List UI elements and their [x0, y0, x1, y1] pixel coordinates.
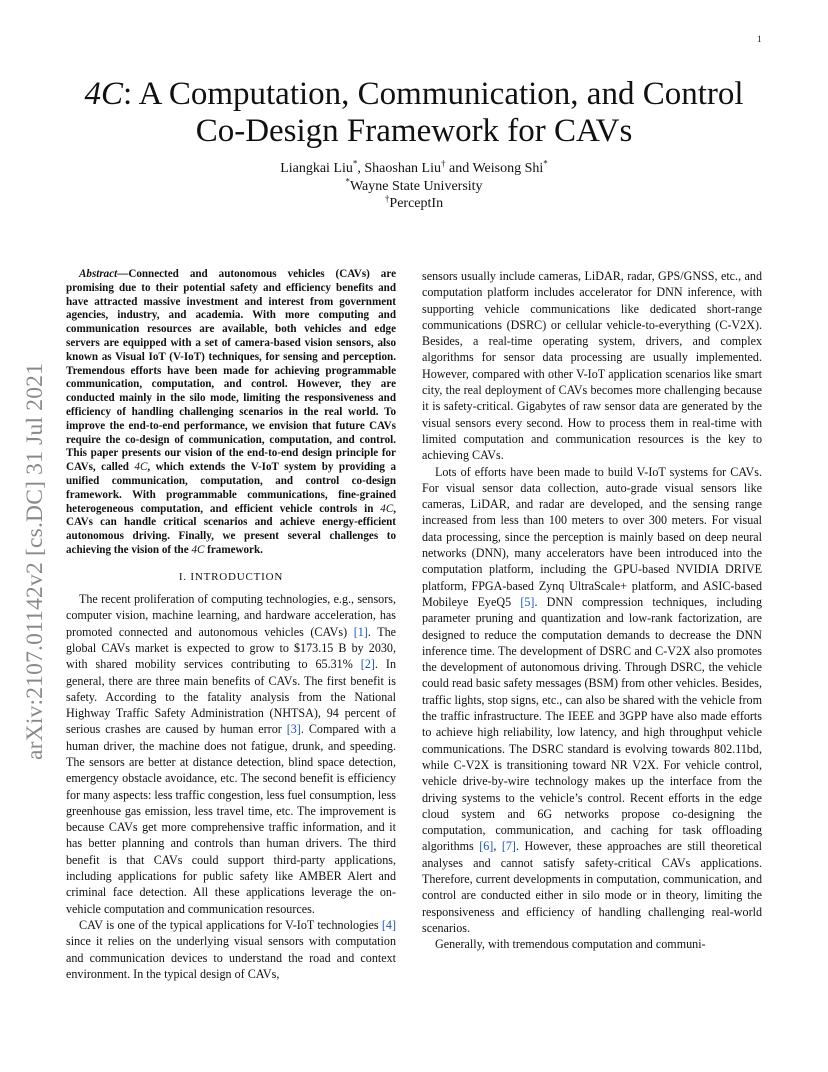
affiliation-2	[110, 195, 718, 213]
paragraph-text: . DNN compression techniques, including parameter pruning and quantization and low-rank factorization, are designed to reduce the computation demands to decrease the DNN inference time. The development of DSRC and C-V2X also promotes the development of autonomous driving. Through DSRC, the vehicle could read basic safety messages (BSM) from other vehicles. Besides, traffic lights, stop signs, etc., can also be shared with the vehicle from the traffic infrastructure. The IEEE and 3GPP have also made efforts to achieve high reliability, low latency, and high throughput vehicle communications. The DSRC standard is evolving towards 802.11bd, while C-V2X is transitioning toward NR V2X. For vehicle control, vehicle drive-by-wire technology makes up the interface from the driving systems to the vehicle’s control. Recent efforts in the edge cloud system and 6G networks propose co-designing the computation, communication, and caching for task offloading algorithms	[422, 594, 762, 854]
affiliation-mark: *	[543, 158, 548, 169]
arxiv-identifier: arXiv:2107.01142v2 [cs.DC] 31 Jul 2021	[22, 362, 48, 760]
intro-paragraph-3	[422, 464, 762, 937]
abstract-4c: 4C	[134, 461, 148, 474]
title-line-2: Co-Design Framework for CAVs	[195, 113, 633, 149]
paper-title	[60, 76, 768, 150]
abstract-text: framework.	[204, 543, 263, 556]
citation-link[interactable]: [7]	[501, 839, 516, 854]
abstract-text: , CAVs can handle critical scenarios and achieve energy-efficient autonomous driving. Finally, we present several challenges to achieving the vision of the	[66, 502, 396, 556]
affiliation-name: Wayne State University	[349, 178, 483, 194]
author-name: Weisong Shi	[472, 161, 544, 176]
affiliation-mark: †	[441, 158, 446, 169]
paragraph-text: . However, these approaches are still theoretical analyses and cannot satisfy safety-critical CAVs applications. Therefore, current developments in computation, communication, and control are conducted either in silo mode or in theory, limiting the responsiveness and efficiency of handling challenging real-world scenarios.	[422, 839, 762, 935]
paragraph-text: . In general, there are three main benefits of CAVs. The first benefit is safety. According to the fatality analysis from the National Highway Traffic Safety Administration (NHTSA), 94 percent of serious crashes are caused by human error	[66, 657, 396, 737]
paragraph-text: The recent proliferation of computing technologies, e.g., sensors, computer vision, machine learning, and hardware acceleration, has promoted connected and autonomous vehicles (CAVs)	[66, 592, 396, 639]
section-heading-introduction: I. INTRODUCTION	[178, 570, 284, 583]
affiliation-mark: *	[345, 175, 350, 186]
citation-link[interactable]: [2]	[360, 657, 375, 672]
page-number: 1	[757, 34, 762, 44]
paragraph-text: ,	[493, 839, 502, 854]
abstract-text: , which extends the V-IoT system by providing a unified communication, computation, and control co-design framework. With programmable communications, fine-grained heterogeneous computation, and efficient vehicle controls in	[66, 461, 396, 515]
right-column	[422, 268, 762, 952]
citation-link[interactable]: [1]	[353, 624, 368, 639]
abstract-label: Abstract	[79, 268, 118, 280]
title-line-1-rest: : A Computation, Communication, and Control	[122, 76, 744, 112]
paragraph-text: CAV is one of the typical applications for V-IoT technologies	[79, 917, 382, 932]
affiliation-name: PerceptIn	[389, 196, 444, 211]
paragraph-text: sensors usually include cameras, LiDAR, radar, GPS/GNSS, etc., and computation platform includes accelerator for DNN inference, with supporting vehicle communications like dedicated short-range communications (DSRC) or cellular vehicle-to-everything (C-V2X). Besides, a real-time operating system, drivers, and complex algorithms for sensor data processing are usually implemented. However, compared with other V-IoT application scenarios like smart city, the real deployment of CAVs becomes more challenging because it is safety-critical. Gigabytes of raw sensor data are generated by the visual sensors every second. How to process them in real-time with limited computation and communication resources is the key to achieving CAVs.	[422, 269, 762, 463]
author-block	[110, 160, 718, 213]
citation-link[interactable]: [3]	[286, 722, 301, 737]
abstract-text: Connected and autonomous vehicles (CAVs) are promising due to their potential safety and efficiency benefits and have attracted massive investment and interest from government agencies, industry, and academia. With more computing and communication resources are available, both vehicles and edge servers are equipped with a set of camera-based vision sensors, also known as Visual IoT (V-IoT) techniques, for sensing and perception. Tremendous efforts have been made for achieving programmable communication, computation, and control. However, they are conducted mainly in the silo mode, limiting the responsiveness and efficiency of handling challenging scenarios in the real world. To improve the end-to-end performance, we envision that future CAVs require the co-design of communication, computation, and control. This paper presents our vision of the end-to-end design principle for CAVs, called	[66, 268, 396, 474]
paragraph-text: . The global CAVs market is expected to grow to $173.15 B by 2030, with shared mobility services contributing to 65.31%	[66, 624, 397, 672]
citation-link[interactable]: [6]	[479, 839, 494, 854]
affiliation-mark: †	[384, 193, 390, 204]
author-separator: ,	[357, 161, 365, 176]
intro-paragraph-2	[66, 917, 396, 982]
abstract-4c: 4C	[380, 502, 394, 515]
paragraph-text: Lots of efforts have been made to build V-IoT systems for CAVs. For visual sensor data collection, auto-grade visual sensors like cameras, LiDAR, and radar are developed, and the sensing range increased from less than 100 meters to over 300 meters. For visual data processing, since the perception is mainly based on deep neural networks (DNN), many accelerators have been introduced into the computation platform, including the GPU-based NVIDIA DRIVE platform, FPGA-based Zynq UltraScale+ platform, and ASIC-based Mobileye EyeQ5	[422, 464, 762, 609]
title-4c: 4C	[84, 76, 123, 112]
left-column	[66, 268, 396, 982]
author-list	[110, 160, 718, 178]
paragraph-text: . Compared with a human driver, the machine does not fatigue, drunk, and speeding. The sensors are better at distance detection, blind space detection, emergency obstacle avoidance, etc. The second benefit is efficiency for many aspects: less traffic congestion, less fuel consumption, less greenhouse gas emission, less travel time, etc. The improvement is because CAVs get more comprehensive traffic information, and it has better planning and controls than human drivers. The third benefit is that CAVs could support third-party applications, including applications for public safety like AMBER Alert and criminal face detection. All these applications leverage the on-vehicle computation and communication resources.	[66, 722, 396, 916]
paragraph-text: since it relies on the underlying visual sensors with computation and communication devices to understand the road and context environment. In the typical design of CAVs,	[66, 934, 396, 981]
citation-link[interactable]: [5]	[520, 594, 535, 609]
intro-paragraph-1	[66, 591, 396, 917]
intro-paragraph-2-continued	[422, 268, 762, 464]
intro-paragraph-4: Generally, with tremendous computation and communi-	[435, 937, 706, 952]
abstract-4c: 4C	[191, 543, 205, 556]
author-separator: and	[445, 161, 473, 176]
affiliation-mark: *	[352, 158, 358, 169]
citation-link[interactable]: [4]	[381, 917, 396, 932]
affiliation-1	[110, 175, 718, 196]
abstract-dash: —	[117, 268, 129, 280]
author-name: Liangkai Liu	[280, 161, 353, 176]
abstract	[66, 268, 396, 558]
author-name: Shaoshan Liu	[364, 161, 441, 176]
title-line-1	[60, 76, 768, 113]
